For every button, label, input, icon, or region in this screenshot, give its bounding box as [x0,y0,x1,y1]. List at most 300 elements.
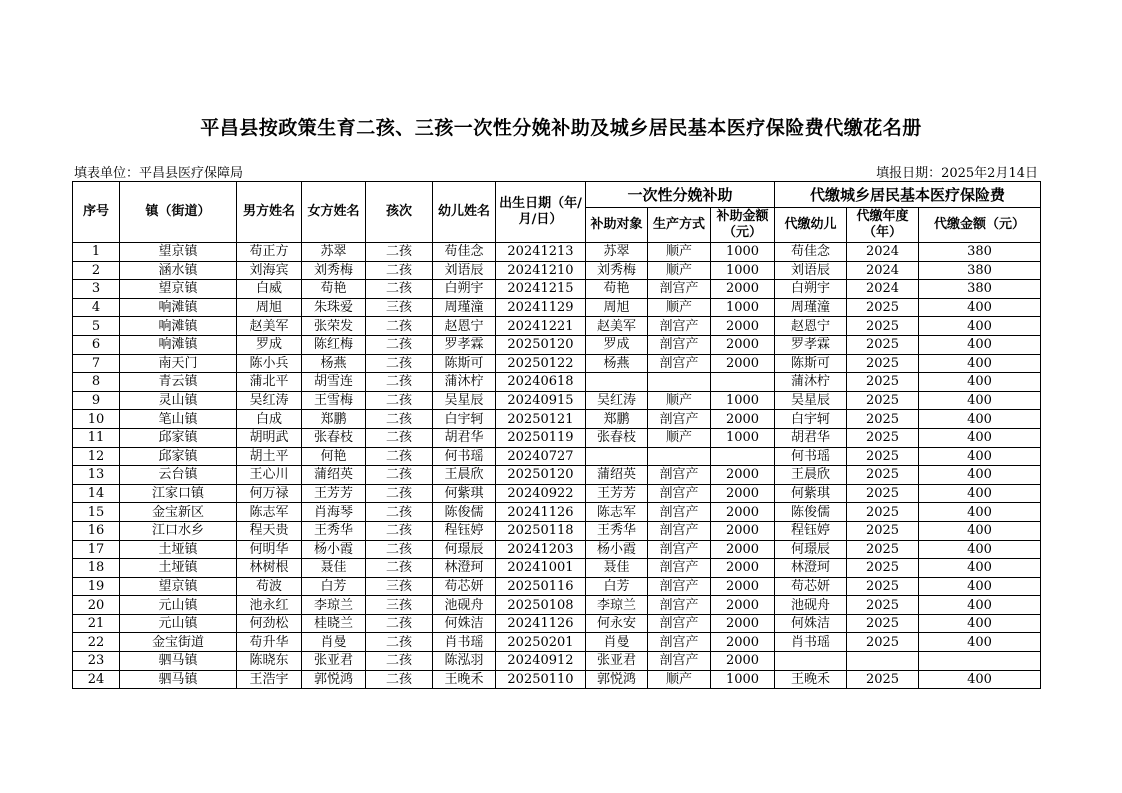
cell-town: 望京镇 [120,577,237,596]
cell-town: 土垭镇 [120,559,237,578]
cell-town: 响滩镇 [120,317,237,336]
cell-child: 何书瑶 [433,447,496,466]
page-title: 平昌县按政策生育二孩、三孩一次性分娩补助及城乡居民基本医疗保险费代缴花名册 [200,117,922,139]
cell-child: 陈俊儒 [433,503,496,522]
cell-child: 何璟辰 [433,540,496,559]
cell-insured-amount: 400 [919,335,1041,354]
fill-date: 填报日期：2025年2月14日 [876,166,1038,181]
cell-insured-child: 肖书瑶 [775,633,847,652]
cell-subsidy-amount: 1000 [711,670,775,689]
cell-father: 王浩宇 [237,670,302,689]
cell-mother: 李琼兰 [302,596,366,615]
cell-child: 林澄珂 [433,559,496,578]
cell-father: 周旭 [237,298,302,317]
cell-delivery-method: 顺产 [648,428,711,447]
cell-child: 肖书瑶 [433,633,496,652]
cell-insured-amount: 400 [919,317,1041,336]
cell-subsidy-target: 刘秀梅 [586,261,648,280]
cell-child: 白宇轲 [433,410,496,429]
cell-birth: 20250120 [496,466,586,485]
cell-father: 何明华 [237,540,302,559]
cell-father: 苟波 [237,577,302,596]
cell-subsidy-amount: 2000 [711,577,775,596]
table-row [73,503,1041,522]
table-row [73,261,1041,280]
cell-insured-child: 苟佳念 [775,243,847,262]
cell-father: 罗成 [237,335,302,354]
cell-mother: 王秀华 [302,521,366,540]
cell-index: 6 [73,335,120,354]
cell-father: 白威 [237,280,302,299]
cell-insured-amount [919,652,1041,671]
table-row [73,298,1041,317]
cell-subsidy-amount: 2000 [711,652,775,671]
cell-order: 二孩 [366,391,433,410]
cell-birth: 20250122 [496,354,586,373]
cell-insured-amount: 400 [919,428,1041,447]
cell-index: 1 [73,243,120,262]
cell-order: 二孩 [366,633,433,652]
cell-subsidy-amount: 2000 [711,614,775,633]
cell-town: 响滩镇 [120,335,237,354]
header-town: 镇（街道） [120,182,237,243]
cell-child: 王晨欣 [433,466,496,485]
cell-insured-child [775,652,847,671]
cell-delivery-method: 剖宫产 [648,540,711,559]
cell-child: 吴星辰 [433,391,496,410]
cell-subsidy-amount: 1000 [711,261,775,280]
cell-town: 金宝新区 [120,503,237,522]
cell-order: 二孩 [366,559,433,578]
cell-insured-year [847,652,919,671]
cell-subsidy-target: 吴红涛 [586,391,648,410]
table-row [73,317,1041,336]
cell-mother: 肖海琴 [302,503,366,522]
cell-insured-amount: 400 [919,298,1041,317]
cell-mother: 张亚君 [302,652,366,671]
table-row [73,373,1041,392]
cell-subsidy-target: 何永安 [586,614,648,633]
cell-insured-amount: 400 [919,540,1041,559]
cell-birth: 20250121 [496,410,586,429]
table-row [73,391,1041,410]
cell-birth: 20241210 [496,261,586,280]
cell-town: 望京镇 [120,243,237,262]
cell-order: 二孩 [366,670,433,689]
cell-insured-child: 池砚舟 [775,596,847,615]
cell-insured-child: 陈斯可 [775,354,847,373]
cell-delivery-method: 剖宫产 [648,280,711,299]
cell-insured-child: 程钰婷 [775,521,847,540]
cell-town: 江口水乡 [120,521,237,540]
cell-delivery-method: 剖宫产 [648,335,711,354]
cell-subsidy-target: 蒲绍英 [586,466,648,485]
cell-subsidy-amount: 1000 [711,243,775,262]
cell-index: 13 [73,466,120,485]
cell-father: 陈志军 [237,503,302,522]
cell-insured-child: 胡君华 [775,428,847,447]
cell-order: 二孩 [366,428,433,447]
cell-delivery-method: 剖宫产 [648,317,711,336]
cell-insured-child: 王晨欣 [775,466,847,485]
cell-subsidy-target: 白芳 [586,577,648,596]
cell-mother: 郭悦鸿 [302,670,366,689]
header-index: 序号 [73,182,120,243]
cell-child: 白朔宇 [433,280,496,299]
cell-order: 二孩 [366,521,433,540]
cell-insured-year: 2025 [847,335,919,354]
cell-insured-year: 2024 [847,280,919,299]
header-insured-year: 代缴年度（年） [847,208,919,243]
cell-subsidy-target [586,373,648,392]
cell-subsidy-amount: 2000 [711,335,775,354]
cell-birth: 20250120 [496,335,586,354]
cell-insured-amount: 400 [919,614,1041,633]
header-father: 男方姓名 [237,182,302,243]
cell-insured-year: 2025 [847,354,919,373]
cell-subsidy-target: 杨小霞 [586,540,648,559]
cell-subsidy-amount [711,447,775,466]
cell-child: 何姝洁 [433,614,496,633]
cell-insured-child: 吴星辰 [775,391,847,410]
cell-order: 二孩 [366,261,433,280]
cell-insured-year: 2025 [847,317,919,336]
cell-child: 苟芯妍 [433,577,496,596]
cell-town: 邱家镇 [120,428,237,447]
cell-insured-child: 刘语辰 [775,261,847,280]
cell-father: 程天贵 [237,521,302,540]
table-row [73,670,1041,689]
cell-mother: 王雪梅 [302,391,366,410]
cell-insured-year: 2025 [847,373,919,392]
table-row [73,521,1041,540]
cell-child: 苟佳念 [433,243,496,262]
cell-delivery-method: 剖宫产 [648,596,711,615]
cell-town: 金宝街道 [120,633,237,652]
cell-subsidy-target: 周旭 [586,298,648,317]
cell-father: 陈晓东 [237,652,302,671]
cell-index: 23 [73,652,120,671]
cell-delivery-method: 剖宫产 [648,354,711,373]
header-order: 孩次 [366,182,433,243]
cell-subsidy-target: 张亚君 [586,652,648,671]
cell-mother: 杨燕 [302,354,366,373]
cell-birth: 20241001 [496,559,586,578]
cell-index: 16 [73,521,120,540]
cell-insured-amount: 380 [919,243,1041,262]
cell-subsidy-target: 苏翠 [586,243,648,262]
table-header [73,182,1041,243]
cell-index: 20 [73,596,120,615]
cell-birth: 20241126 [496,503,586,522]
cell-insured-child: 何紫琪 [775,484,847,503]
cell-birth: 20250116 [496,577,586,596]
cell-insured-child: 白朔宇 [775,280,847,299]
cell-order: 二孩 [366,354,433,373]
cell-subsidy-amount: 1000 [711,298,775,317]
cell-order: 二孩 [366,243,433,262]
header-mother: 女方姓名 [302,182,366,243]
cell-insured-year: 2025 [847,503,919,522]
cell-delivery-method: 剖宫产 [648,410,711,429]
cell-insured-amount: 400 [919,484,1041,503]
cell-subsidy-amount: 2000 [711,521,775,540]
cell-father: 胡明武 [237,428,302,447]
cell-insured-amount: 400 [919,373,1041,392]
table-row [73,652,1041,671]
cell-mother: 蒲绍英 [302,466,366,485]
cell-birth: 20250119 [496,428,586,447]
cell-delivery-method: 剖宫产 [648,503,711,522]
cell-insured-amount: 380 [919,261,1041,280]
cell-delivery-method [648,373,711,392]
cell-subsidy-amount: 2000 [711,559,775,578]
cell-delivery-method: 剖宫产 [648,577,711,596]
cell-insured-amount: 400 [919,596,1041,615]
cell-subsidy-amount: 2000 [711,280,775,299]
cell-insured-year: 2025 [847,577,919,596]
cell-delivery-method: 顺产 [648,261,711,280]
cell-birth: 20240915 [496,391,586,410]
cell-town: 云台镇 [120,466,237,485]
cell-insured-child: 林澄珂 [775,559,847,578]
cell-mother: 刘秀梅 [302,261,366,280]
table-row [73,410,1041,429]
header-insurance: 代缴城乡居民基本医疗保险费 [775,182,1041,208]
cell-birth: 20250108 [496,596,586,615]
cell-insured-child: 蒲沐柠 [775,373,847,392]
cell-subsidy-target: 陈志军 [586,503,648,522]
cell-index: 22 [73,633,120,652]
cell-index: 11 [73,428,120,447]
cell-mother: 苟艳 [302,280,366,299]
cell-father: 林树根 [237,559,302,578]
cell-father: 王心川 [237,466,302,485]
cell-subsidy-target: 李琼兰 [586,596,648,615]
cell-delivery-method [648,447,711,466]
cell-insured-amount: 400 [919,521,1041,540]
header-subsidy-target: 补助对象 [586,208,648,243]
cell-birth: 20241221 [496,317,586,336]
table-row [73,243,1041,262]
table-row [73,633,1041,652]
table-row [73,280,1041,299]
cell-order: 二孩 [366,447,433,466]
table-row [73,354,1041,373]
cell-subsidy-target: 郭悦鸿 [586,670,648,689]
cell-insured-year: 2024 [847,261,919,280]
cell-insured-amount: 400 [919,354,1041,373]
cell-order: 二孩 [366,540,433,559]
cell-insured-child: 周瑾潼 [775,298,847,317]
header-delivery-method: 生产方式 [648,208,711,243]
cell-father: 苟升华 [237,633,302,652]
cell-child: 刘语辰 [433,261,496,280]
cell-index: 12 [73,447,120,466]
cell-insured-year: 2025 [847,540,919,559]
cell-child: 赵恩宁 [433,317,496,336]
cell-child: 胡君华 [433,428,496,447]
cell-insured-year: 2025 [847,391,919,410]
cell-subsidy-amount: 2000 [711,354,775,373]
header-delivery-subsidy: 一次性分娩补助 [586,182,775,208]
cell-subsidy-target: 王秀华 [586,521,648,540]
cell-subsidy-target [586,447,648,466]
table-row [73,540,1041,559]
cell-father: 白成 [237,410,302,429]
cell-subsidy-target: 聂佳 [586,559,648,578]
cell-delivery-method: 剖宫产 [648,559,711,578]
cell-insured-child: 陈俊儒 [775,503,847,522]
cell-index: 3 [73,280,120,299]
cell-mother: 聂佳 [302,559,366,578]
cell-birth: 20241126 [496,614,586,633]
cell-subsidy-amount: 2000 [711,466,775,485]
cell-insured-year: 2025 [847,596,919,615]
table-row [73,484,1041,503]
table-row [73,335,1041,354]
cell-index: 15 [73,503,120,522]
header-birth: 出生日期（年/月/日） [496,182,586,243]
cell-birth: 20240727 [496,447,586,466]
cell-child: 罗孝霖 [433,335,496,354]
cell-insured-child: 王晚禾 [775,670,847,689]
cell-insured-amount: 400 [919,503,1041,522]
cell-subsidy-target: 肖曼 [586,633,648,652]
cell-town: 笔山镇 [120,410,237,429]
cell-town: 涵水镇 [120,261,237,280]
cell-birth: 20241129 [496,298,586,317]
cell-index: 4 [73,298,120,317]
header-insured-amount: 代缴金额（元） [919,208,1041,243]
cell-index: 2 [73,261,120,280]
cell-birth: 20241215 [496,280,586,299]
cell-subsidy-target: 赵美军 [586,317,648,336]
cell-insured-amount: 400 [919,633,1041,652]
cell-mother: 胡雪连 [302,373,366,392]
cell-mother: 王芳芳 [302,484,366,503]
cell-town: 南天门 [120,354,237,373]
cell-order: 二孩 [366,503,433,522]
cell-mother: 桂晓兰 [302,614,366,633]
table-row [73,596,1041,615]
cell-mother: 杨小霞 [302,540,366,559]
cell-subsidy-target: 苟艳 [586,280,648,299]
cell-order: 二孩 [366,652,433,671]
cell-subsidy-amount: 2000 [711,540,775,559]
cell-insured-year: 2025 [847,484,919,503]
cell-order: 二孩 [366,280,433,299]
cell-subsidy-amount: 2000 [711,484,775,503]
cell-index: 8 [73,373,120,392]
cell-father: 陈小兵 [237,354,302,373]
cell-insured-amount: 400 [919,447,1041,466]
cell-subsidy-target: 罗成 [586,335,648,354]
header-subsidy-amount: 补助金额（元） [711,208,775,243]
cell-subsidy-amount: 2000 [711,633,775,652]
cell-insured-amount: 380 [919,280,1041,299]
cell-index: 17 [73,540,120,559]
cell-subsidy-target: 郑鹏 [586,410,648,429]
cell-father: 何万禄 [237,484,302,503]
cell-insured-amount: 400 [919,410,1041,429]
cell-subsidy-target: 王芳芳 [586,484,648,503]
cell-mother: 白芳 [302,577,366,596]
cell-index: 21 [73,614,120,633]
cell-town: 望京镇 [120,280,237,299]
cell-subsidy-target: 杨燕 [586,354,648,373]
cell-town: 江家口镇 [120,484,237,503]
cell-father: 胡土平 [237,447,302,466]
cell-town: 响滩镇 [120,298,237,317]
cell-order: 三孩 [366,596,433,615]
cell-delivery-method: 剖宫产 [648,652,711,671]
cell-insured-year: 2025 [847,428,919,447]
cell-order: 三孩 [366,577,433,596]
cell-birth: 20240618 [496,373,586,392]
cell-order: 二孩 [366,614,433,633]
cell-index: 7 [73,354,120,373]
cell-index: 14 [73,484,120,503]
cell-father: 蒲北平 [237,373,302,392]
cell-insured-child: 何姝洁 [775,614,847,633]
cell-subsidy-amount: 2000 [711,503,775,522]
cell-delivery-method: 剖宫产 [648,466,711,485]
cell-index: 5 [73,317,120,336]
cell-index: 24 [73,670,120,689]
table-body [73,243,1041,689]
cell-child: 蒲沐柠 [433,373,496,392]
cell-mother: 朱珠爱 [302,298,366,317]
cell-child: 周瑾潼 [433,298,496,317]
roster-table [72,181,1041,689]
cell-delivery-method: 顺产 [648,391,711,410]
cell-index: 18 [73,559,120,578]
header-child: 幼儿姓名 [433,182,496,243]
cell-subsidy-amount [711,373,775,392]
cell-index: 9 [73,391,120,410]
cell-child: 陈斯可 [433,354,496,373]
cell-insured-year: 2025 [847,614,919,633]
cell-town: 元山镇 [120,614,237,633]
cell-father: 苟正方 [237,243,302,262]
cell-birth: 20250118 [496,521,586,540]
cell-mother: 陈红梅 [302,335,366,354]
cell-child: 王晚禾 [433,670,496,689]
cell-subsidy-target: 张春枝 [586,428,648,447]
cell-birth: 20240912 [496,652,586,671]
cell-father: 赵美军 [237,317,302,336]
cell-birth: 20240922 [496,484,586,503]
cell-insured-child: 苟芯妍 [775,577,847,596]
cell-town: 灵山镇 [120,391,237,410]
cell-insured-amount: 400 [919,391,1041,410]
fill-unit: 填表单位：平昌县医疗保障局 [74,166,244,181]
cell-subsidy-amount: 1000 [711,428,775,447]
cell-order: 二孩 [366,373,433,392]
cell-mother: 郑鹏 [302,410,366,429]
cell-mother: 张春枝 [302,428,366,447]
table-row [73,614,1041,633]
cell-insured-year: 2024 [847,243,919,262]
cell-delivery-method: 剖宫产 [648,633,711,652]
cell-insured-year: 2025 [847,559,919,578]
cell-insured-year: 2025 [847,670,919,689]
cell-order: 二孩 [366,484,433,503]
cell-insured-year: 2025 [847,410,919,429]
cell-delivery-method: 剖宫产 [648,521,711,540]
cell-town: 驷马镇 [120,670,237,689]
